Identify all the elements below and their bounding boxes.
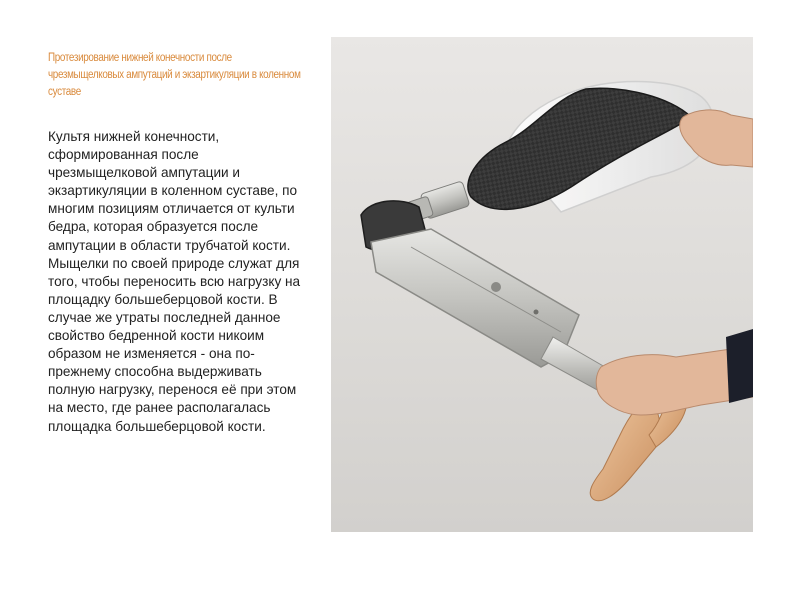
prosthesis-illustration	[331, 37, 753, 532]
prosthesis-photo	[331, 37, 753, 532]
slide-body-text: Культя нижней конечности, сформированная после чрезмыщелковой ампутации и экзартикуляции в коленном суставе, по многим позициям отличается от культи бедра, которая образуется после ампутации в области трубчатой кости. Мыщелки по своей природе служат для того, чтобы переносить всю нагрузку на площадку большеберцовой кости. В случае же утраты последней данное свойство бедренной кости никоим образом не изменяется - она по-прежнему способна выдерживать полную нагрузку, перенося её при этом на место, где ранее располагалась площадка большеберцовой кости.	[48, 129, 301, 434]
sleeve	[726, 329, 753, 403]
slide-title: Протезирование нижней конечности после чрезмыщелковых ампутаций и экзартикуляции в коленном суставе	[48, 52, 301, 98]
